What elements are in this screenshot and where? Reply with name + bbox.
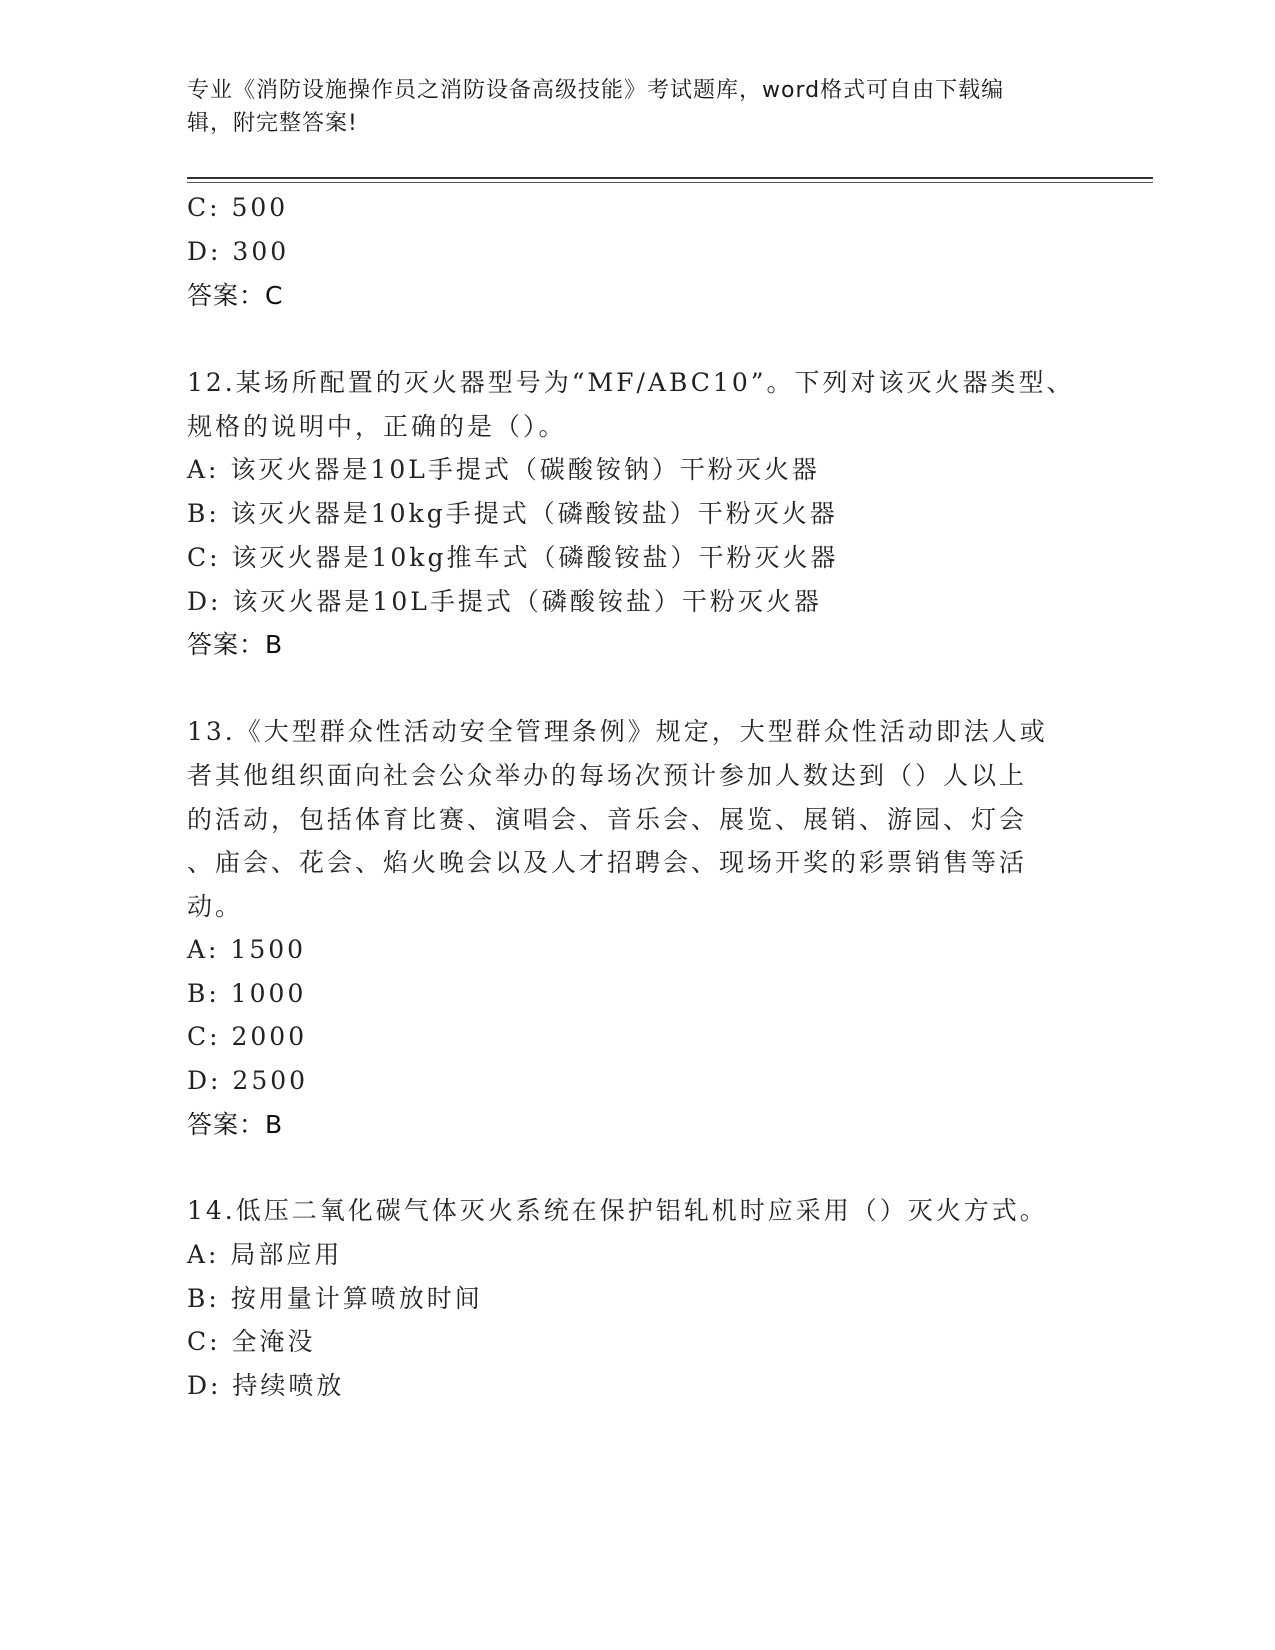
- q11-option-d: D: 300: [187, 237, 290, 266]
- q14-stem-line-1: 14.低压二氧化碳气体灭火系统在保护铝轧机时应采用（）灭火方式。: [187, 1196, 1048, 1225]
- q14-option-b: B: 按用量计算喷放时间: [187, 1284, 483, 1313]
- q13-stem-line-5: 动。: [187, 892, 244, 921]
- q11-option-c: C: 500: [187, 193, 289, 222]
- document-header: [187, 74, 1067, 140]
- q13-answer: 答案：B: [187, 1110, 284, 1139]
- header-line-1: 专业《消防设施操作员之消防设备高级技能》考试题库，word格式可自由下载编: [187, 78, 1005, 103]
- q13-option-d: D: 2500: [187, 1066, 309, 1095]
- q13-option-b: B: 1000: [187, 979, 307, 1008]
- header-divider-thick: [187, 177, 1153, 179]
- header-divider-thin: [187, 182, 1153, 183]
- q12-answer: 答案：B: [187, 630, 284, 659]
- q14-option-d: D: 持续喷放: [187, 1371, 345, 1400]
- q12-option-d: D: 该灭火器是10L手提式（磷酸铵盐）干粉灭火器: [187, 587, 822, 616]
- q13-option-a: A: 1500: [187, 935, 307, 964]
- q13-stem-line-4: 、庙会、花会、焰火晚会以及人才招聘会、现场开奖的彩票销售等活: [187, 848, 1028, 877]
- q13-stem-line-3: 的活动，包括体育比赛、演唱会、音乐会、展览、展销、游园、灯会: [187, 805, 1028, 834]
- q11-answer: 答案：C: [187, 281, 284, 310]
- q12-option-c: C: 该灭火器是10kg推车式（磷酸铵盐）干粉灭火器: [187, 543, 839, 572]
- header-line-2: 辑，附完整答案!: [187, 111, 358, 136]
- q12-stem-line-1: 12.某场所配置的灭火器型号为“MF/ABC10”。下列对该灭火器类型、: [187, 368, 1075, 397]
- q12-option-a: A: 该灭火器是10L手提式（碳酸铵钠）干粉灭火器: [187, 455, 820, 484]
- q12-stem-line-2: 规格的说明中，正确的是（）。: [187, 412, 567, 441]
- q13-stem-line-2: 者其他组织面向社会公众举办的每场次预计参加人数达到（）人以上: [187, 761, 1028, 790]
- q12-option-b: B: 该灭火器是10kg手提式（磷酸铵盐）干粉灭火器: [187, 499, 838, 528]
- q14-option-a: A: 局部应用: [187, 1240, 343, 1269]
- q13-stem-line-1: 13.《大型群众性活动安全管理条例》规定，大型群众性活动即法人或: [187, 717, 1048, 746]
- q13-option-c: C: 2000: [187, 1022, 308, 1051]
- q14-option-c: C: 全淹没: [187, 1327, 316, 1356]
